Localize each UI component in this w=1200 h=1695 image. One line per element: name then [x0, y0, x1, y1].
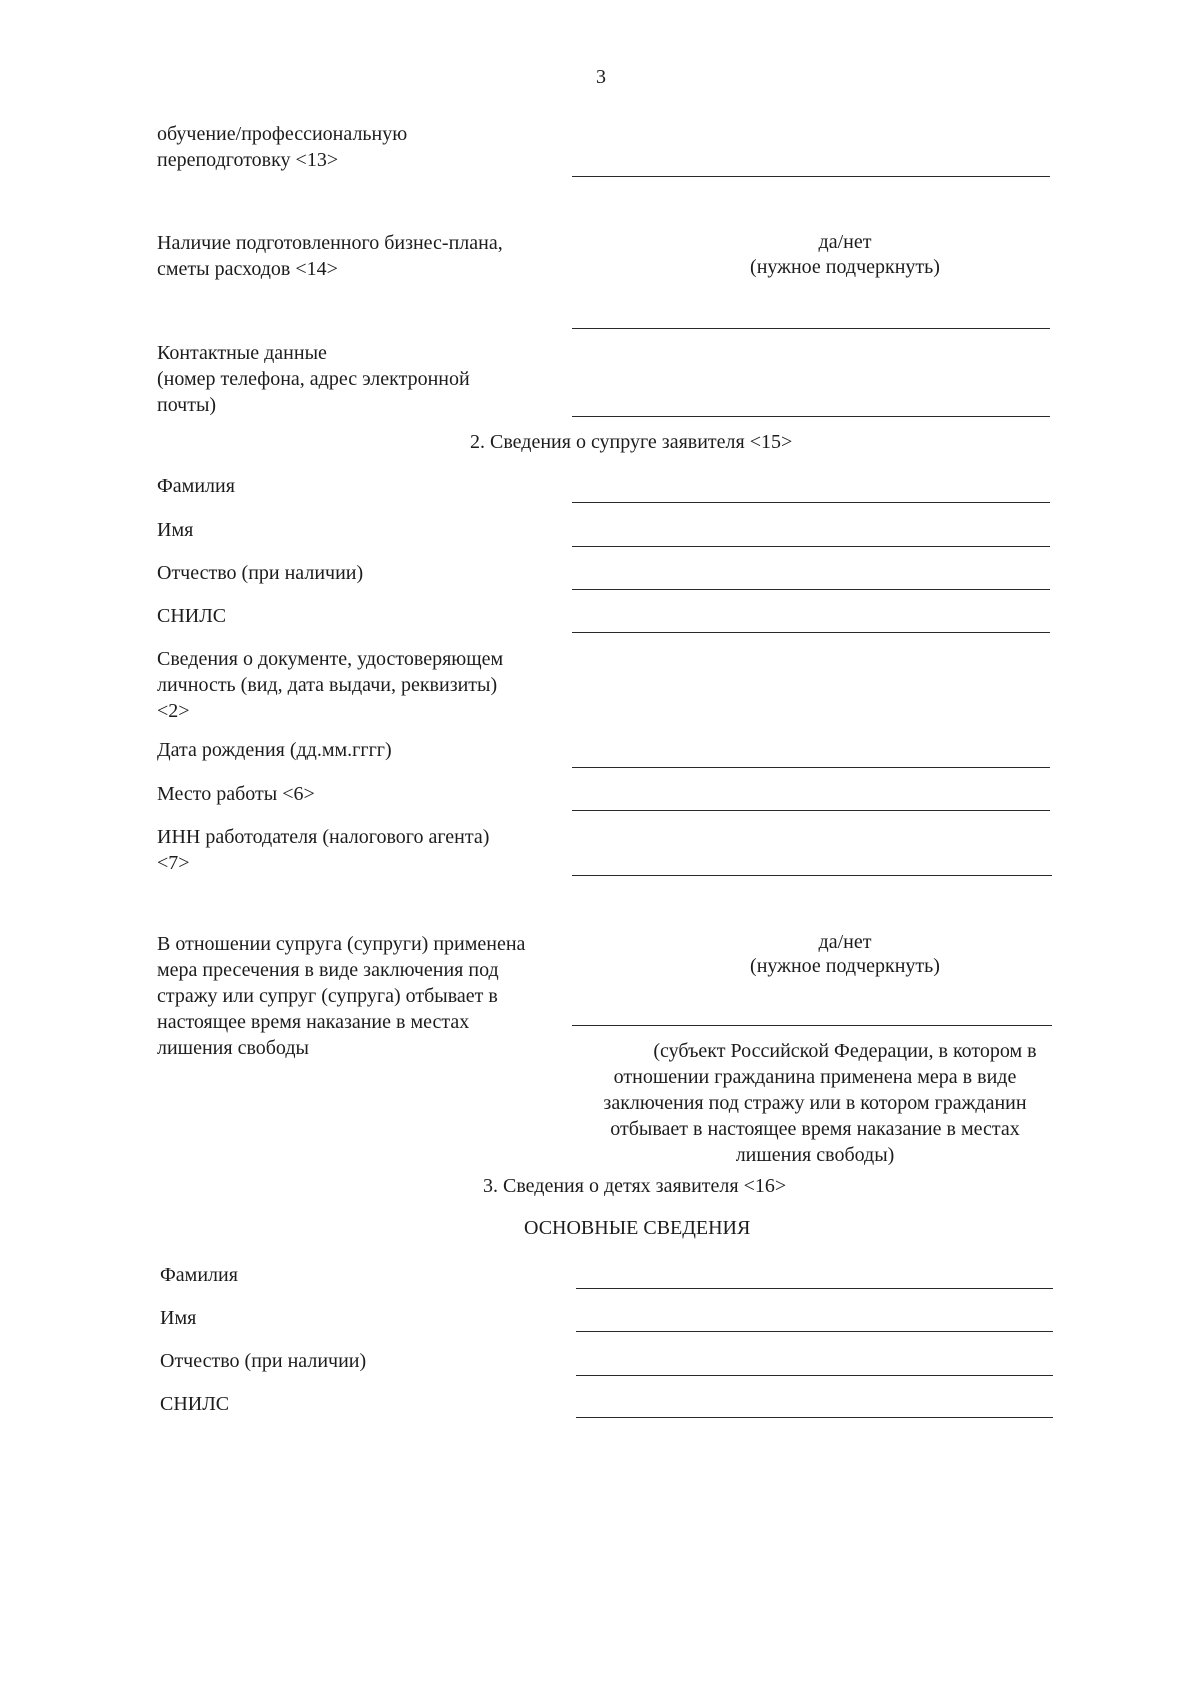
- training-label: обучение/профессиональную переподготовку <13>: [157, 123, 408, 171]
- child-patronymic-label: Отчество (при наличии): [160, 1350, 367, 1372]
- spouse-snils-line[interactable]: [572, 632, 1050, 633]
- child-surname-line[interactable]: [576, 1288, 1053, 1289]
- child-snils-label: СНИЛС: [160, 1393, 230, 1415]
- contacts-field-line[interactable]: [572, 416, 1050, 417]
- child-patronymic-line[interactable]: [576, 1375, 1053, 1376]
- spouse-custody-label: В отношении супруга (супруги) применена мера пресечения в виде заключения под стражу или супруг (супруга) отбывает в настоящее время наказание в местах лишения свободы: [157, 933, 526, 1059]
- section3-subtitle: ОСНОВНЫЕ СВЕДЕНИЯ: [524, 1217, 751, 1239]
- contacts-label: Контактные данные (номер телефона, адрес электронной почты): [157, 342, 470, 416]
- spouse-name-label: Имя: [157, 519, 194, 541]
- child-surname-label: Фамилия: [160, 1264, 238, 1286]
- spouse-employer-inn-line[interactable]: [572, 875, 1052, 876]
- spouse-custody-answer[interactable]: да/нет: [818, 931, 872, 953]
- spouse-birth-date-label: Дата рождения (дд.мм.гггг): [157, 739, 392, 761]
- business-plan-field-line[interactable]: [572, 328, 1050, 329]
- spouse-surname-label: Фамилия: [157, 475, 235, 497]
- spouse-workplace-line[interactable]: [572, 810, 1050, 811]
- business-plan-label: Наличие подготовленного бизнес-плана, сметы расходов <14>: [157, 232, 503, 280]
- spouse-custody-subject-line[interactable]: [572, 1025, 1052, 1026]
- spouse-surname-line[interactable]: [572, 502, 1050, 503]
- spouse-patronymic-label: Отчество (при наличии): [157, 562, 364, 584]
- section3-title: 3. Сведения о детях заявителя <16>: [483, 1175, 787, 1197]
- spouse-patronymic-line[interactable]: [572, 589, 1050, 590]
- spouse-name-line[interactable]: [572, 546, 1050, 547]
- section2-title: 2. Сведения о супруге заявителя <15>: [470, 431, 793, 453]
- child-snils-line[interactable]: [576, 1417, 1053, 1418]
- spouse-snils-label: СНИЛС: [157, 605, 227, 627]
- spouse-custody-hint: (нужное подчеркнуть): [750, 955, 940, 977]
- page-number: 3: [596, 66, 606, 88]
- spouse-birth-date-line[interactable]: [572, 767, 1050, 768]
- business-plan-answer[interactable]: да/нет: [818, 231, 872, 253]
- spouse-workplace-label: Место работы <6>: [157, 783, 315, 805]
- business-plan-hint: (нужное подчеркнуть): [750, 256, 940, 278]
- child-name-line[interactable]: [576, 1331, 1053, 1332]
- spouse-custody-subject-hint: (субъект Российской Федерации, в котором в отношении гражданина применена мера в виде заключения под стражу или в котором гражданин отбывает в настоящее время наказание в местах лишения свободы): [603, 1040, 1037, 1166]
- spouse-id-document-label: Сведения о документе, удостоверяющем личность (вид, дата выдачи, реквизиты) <2>: [157, 648, 504, 722]
- child-name-label: Имя: [160, 1307, 197, 1329]
- spouse-employer-inn-label: ИНН работодателя (налогового агента) <7>: [157, 826, 490, 874]
- training-field-line[interactable]: [572, 176, 1050, 177]
